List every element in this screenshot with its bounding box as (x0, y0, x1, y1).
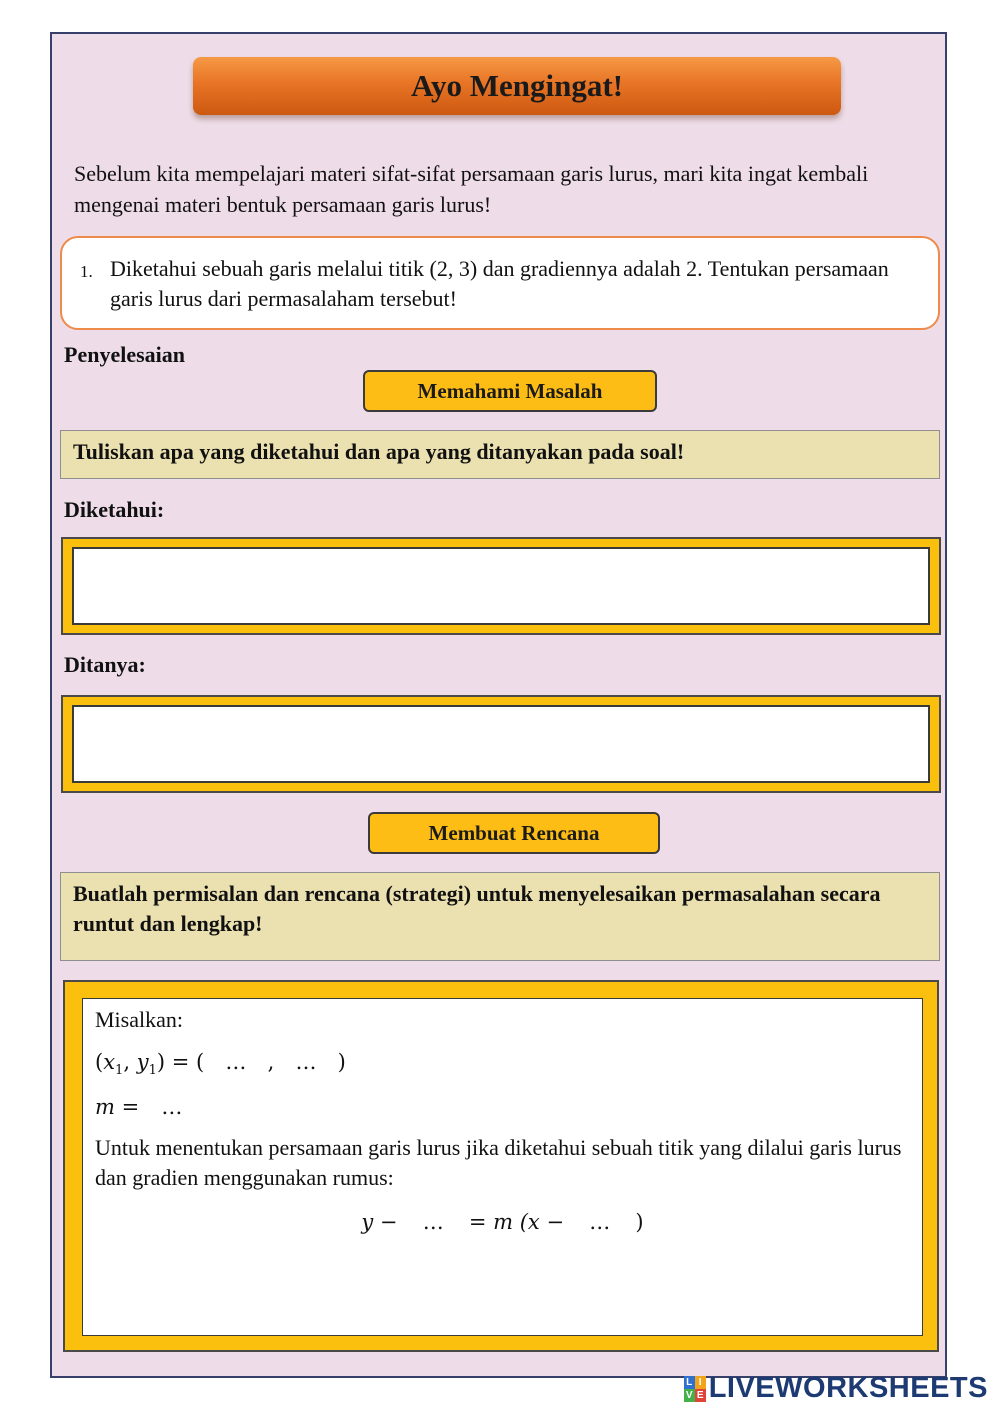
liveworksheets-footer (684, 1372, 988, 1405)
asked-label: Ditanya: (64, 652, 146, 677)
plan-content (82, 998, 923, 1336)
plan-frame (63, 980, 939, 1352)
step-understand-badge: Memahami Masalah (363, 370, 657, 412)
liveworksheets-logo-icon: L I V E (684, 1376, 706, 1402)
misalkan-label: Misalkan: (95, 1007, 183, 1032)
intro-paragraph: Sebelum kita mempelajari materi sifat-sifat persamaan garis lurus, mari kita ingat kembali mengenai materi bentuk persamaan garis lurus! (74, 161, 869, 217)
asked-answer-field[interactable] (72, 705, 930, 783)
question-text: Diketahui sebuah garis melalui titik (2, 3) dan gradiennya adalah 2. Tentukan persamaan garis lurus dari permasalaham tersebut! (110, 256, 889, 311)
formula-y1-blank[interactable]: … (422, 1210, 444, 1234)
brand-name: LIVEWORKSHEETS (708, 1372, 988, 1404)
gradient-line: m = … (95, 1092, 198, 1122)
known-label: Diketahui: (64, 497, 165, 522)
gradient-blank[interactable]: … (161, 1095, 183, 1119)
question-box (60, 236, 940, 330)
known-answer-field[interactable] (72, 547, 930, 625)
step1-instruction: Tuliskan apa yang diketahui dan apa yang ditanyakan pada soal! (60, 430, 940, 479)
worksheet-page (50, 32, 947, 1378)
page-title: Ayo Mengingat! (193, 57, 841, 115)
asked-answer-frame (61, 695, 941, 793)
rule-text: Untuk menentukan persamaan garis lurus jika diketahui sebuah titik yang dilalui garis lurus dan gradien menggunakan rumus: (95, 1135, 902, 1190)
formula-x1-blank[interactable]: … (589, 1210, 611, 1234)
question-number: 1. (80, 262, 93, 281)
solution-label: Penyelesaian (64, 342, 185, 367)
step-plan-badge: Membuat Rencana (368, 812, 660, 854)
formula-line: y − … = m (x − … ) (83, 1207, 922, 1237)
point-line: ($x_1$, $y_1$) = ( … , … ) (95, 1047, 346, 1086)
y1-blank[interactable]: … (295, 1050, 317, 1074)
step2-instruction: Buatlah permisalan dan rencana (strategi) untuk menyelesaikan permasalahan secara runtut dan lengkap! (60, 872, 940, 961)
known-answer-frame (61, 537, 941, 635)
x1-blank[interactable]: … (225, 1050, 247, 1074)
